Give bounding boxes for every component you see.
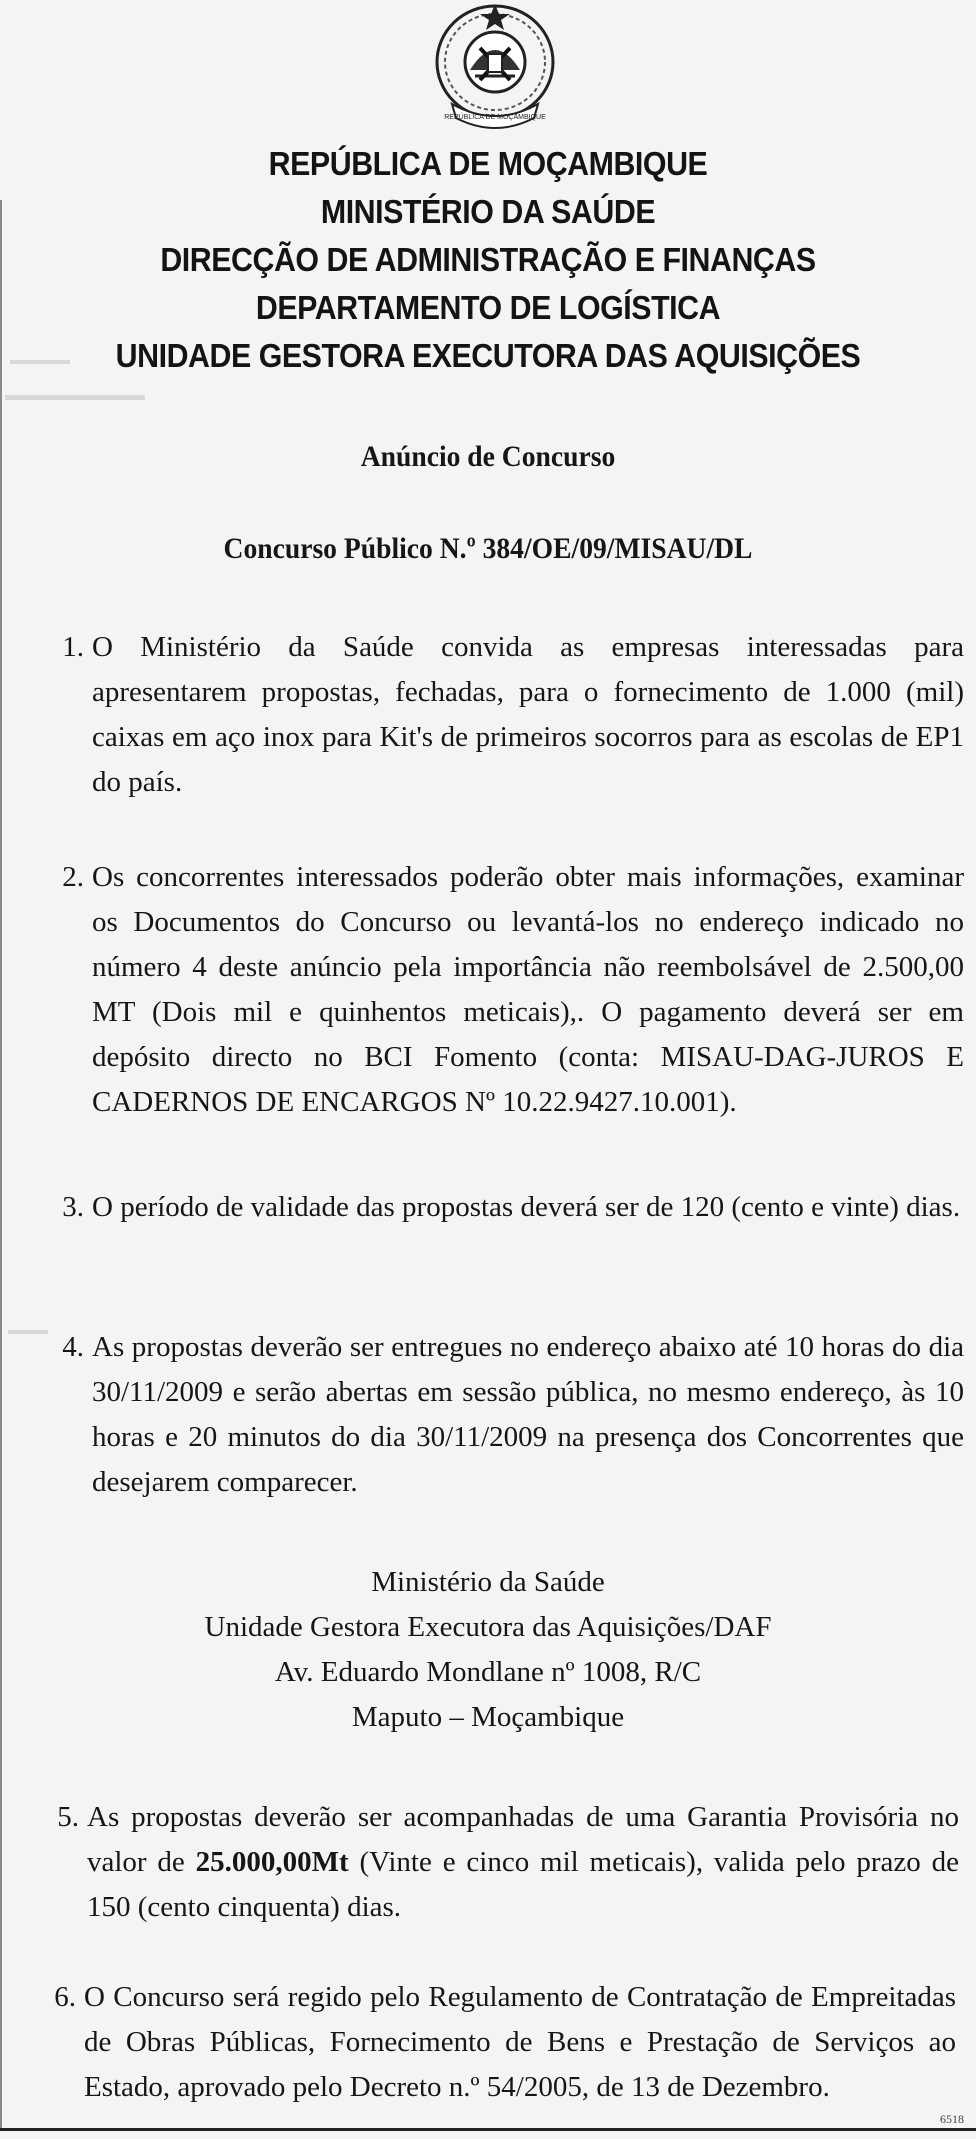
address-unit: Unidade Gestora Executora das Aquisições/DAF xyxy=(204,1611,772,1643)
header-directorate: DIRECÇÃO DE ADMINISTRAÇÃO E FINANÇAS xyxy=(160,241,816,278)
item-number: 2. xyxy=(62,861,84,893)
item-text-start: As propostas deverão ser acompanhadas de uma Garantia Provisória no valor de xyxy=(87,1801,959,1878)
header-ministry: MINISTÉRIO DA SAÚDE xyxy=(320,193,656,230)
item-text: Os concorrentes interessados poderão obter mais informações, examinar os Documentos do Concurso ou levantá-los no endereço indicado no número 4 deste anúncio pela importância não reembolsável de 2.500,00 MT (Dois mil e quinhentos meticais),. O pagamento deverá ser em depósito directo no BCI Fomento (conta: MISAU-DAG-JUROS E CADERNOS DE ENCARGOS Nº 10.22.9427.10.001). xyxy=(92,861,964,1118)
notice-item-2 xyxy=(40,855,964,1125)
scan-noise xyxy=(5,395,145,400)
guarantee-amount: 25.000,00Mt xyxy=(195,1846,349,1878)
header-country: REPÚBLICA DE MOÇAMBIQUE xyxy=(268,145,708,182)
notice-item-5 xyxy=(35,1795,959,1930)
page-reference-number: 6518 xyxy=(940,2112,964,2126)
item-number: 1. xyxy=(62,631,84,663)
item-text: O Ministério da Saúde convida as empresas interessadas para apresentarem propostas, fechadas, para o fornecimento de 1.000 (mil) caixas em aço inox para Kit's de primeiros socorros para as escolas de EP1 do país. xyxy=(92,631,964,798)
address-street: Av. Eduardo Mondlane nº 1008, R/C xyxy=(274,1656,702,1688)
item-text-end: (Vinte e cinco mil meticais), valida pelo prazo de 150 (cento cinquenta) dias. xyxy=(87,1846,959,1923)
bottom-border-line xyxy=(0,2128,976,2131)
item-number: 5. xyxy=(57,1801,79,1833)
item-text: O Concurso será regido pelo Regulamento de Contratação de Empreitadas de Obras Públicas, Fornecimento de Bens e Prestação de Serviços ao Estado, aprovado pelo Decreto n.º 54/2005, de 13 de Dezembro. xyxy=(84,1981,956,2103)
address-city: Maputo – Moçambique xyxy=(351,1701,625,1733)
left-border-line xyxy=(0,200,2,2130)
header-department: DEPARTAMENTO DE LOGÍSTICA xyxy=(255,289,721,326)
item-text xyxy=(87,1795,959,1930)
address-institution: Ministério da Saúde xyxy=(371,1566,605,1598)
notice-title: Anúncio de Concurso xyxy=(360,440,616,473)
notice-item-3 xyxy=(40,1185,964,1230)
item-text: As propostas deverão ser entregues no endereço abaixo até 10 horas do dia 30/11/2009 e serão abertas em sessão pública, no mesmo endereço, às 10 horas e 20 minutos do dia 30/11/2009 na presença dos Concorrentes que desejarem comparecer. xyxy=(92,1331,964,1498)
notice-item-4 xyxy=(40,1325,964,1505)
notice-item-6 xyxy=(32,1975,956,2110)
item-number: 3. xyxy=(62,1191,84,1223)
notice-reference: Concurso Público N.º 384/OE/09/MISAU/DL xyxy=(223,532,753,565)
item-number: 4. xyxy=(62,1331,84,1363)
item-text: O período de validade das propostas deverá ser de 120 (cento e vinte) dias. xyxy=(92,1191,961,1223)
header-unit: UNIDADE GESTORA EXECUTORA DAS AQUISIÇÕES xyxy=(115,337,861,374)
emblem-banner-text: REPÚBLICA DE MOÇAMBIQUE xyxy=(444,114,546,121)
item-number: 6. xyxy=(54,1981,76,2013)
notice-item-1 xyxy=(40,625,964,805)
mozambique-coat-of-arms-icon xyxy=(430,0,560,135)
